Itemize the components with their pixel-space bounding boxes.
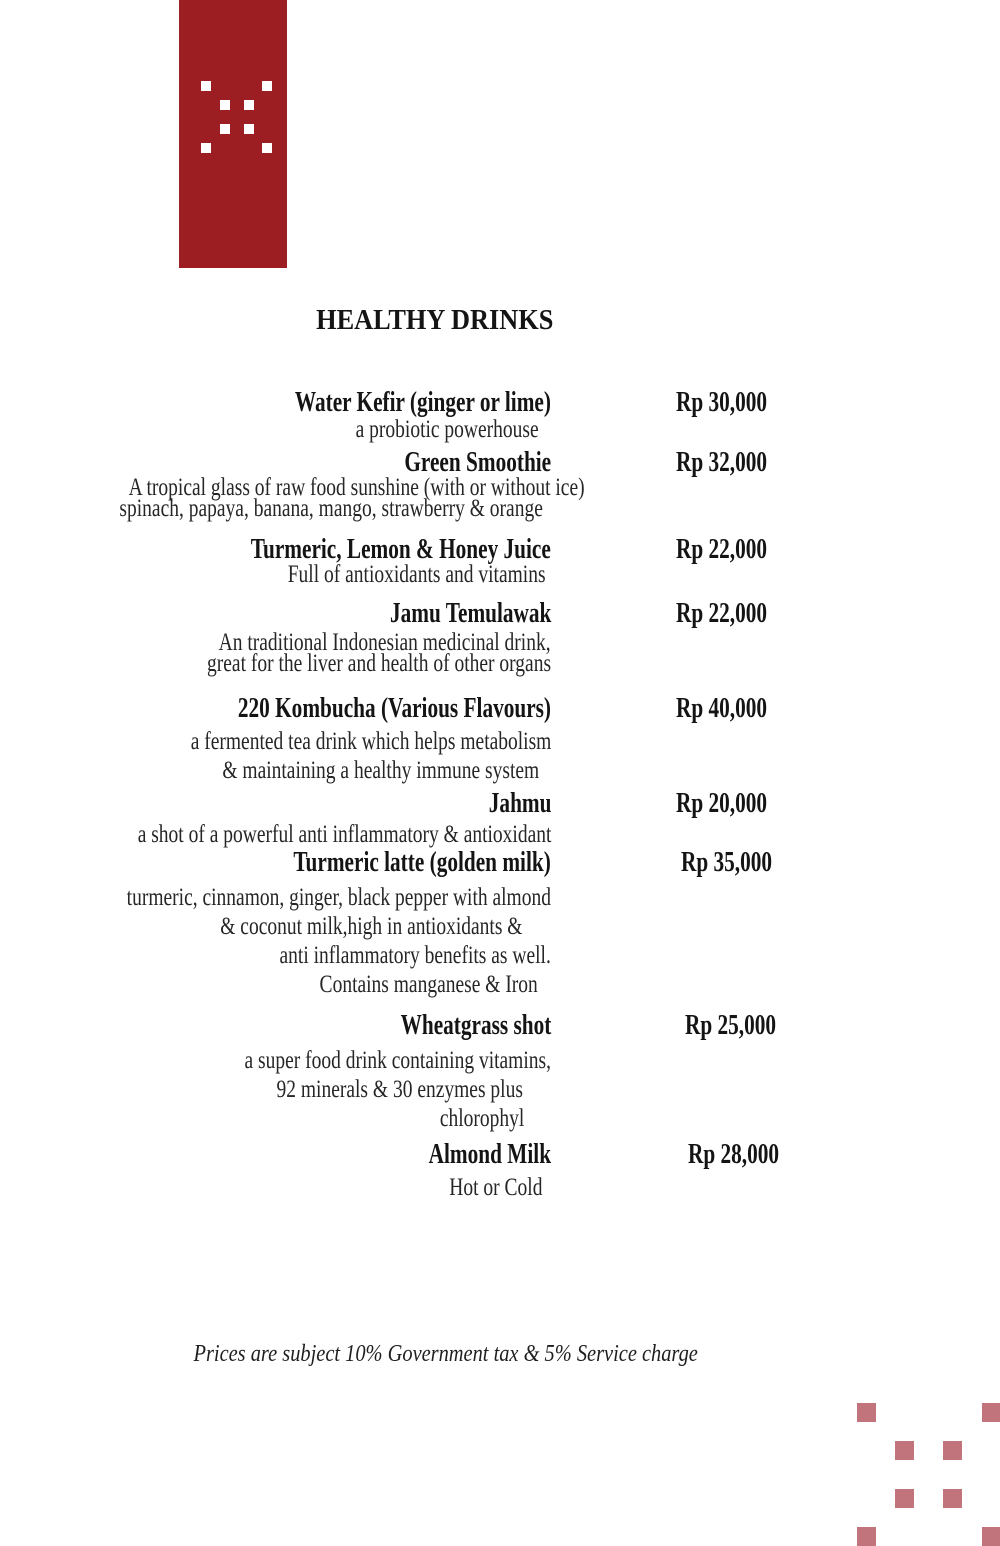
logo-pixel-icon: [262, 143, 272, 153]
accent-pixel-icon: [857, 1403, 876, 1422]
item-price-text: Rp 30,000: [676, 387, 768, 418]
item-description-line: [0, 1174, 551, 1201]
item-description: [0, 727, 551, 785]
logo-pixel-icon: [244, 124, 254, 134]
item-name: [0, 790, 551, 818]
item-name-text: Turmeric, Lemon & Honey Juice: [250, 534, 551, 565]
item-description-text: a super food drink containing vitamins,: [244, 1047, 551, 1074]
item-description-text: spinach, papaya, banana, mango, strawberry & orange: [119, 495, 543, 522]
item-text-block: [0, 1012, 551, 1133]
item-description-text: A tropical glass of raw food sunshine (with or without ice): [128, 474, 585, 501]
footer-note: [0, 1340, 892, 1368]
item-name-text: Jamu Temulawak: [389, 598, 551, 629]
item-text-block: [0, 447, 585, 522]
accent-pixel-icon: [895, 1489, 914, 1508]
item-description-line: [0, 756, 551, 785]
item-name: [0, 849, 551, 877]
section-title: [0, 306, 553, 336]
item-price-text: Rp 35,000: [681, 847, 773, 878]
item-description-line: [0, 883, 551, 912]
item-price: [681, 849, 801, 877]
logo-pixel-icon: [262, 81, 272, 91]
accent-pixel-icon: [857, 1527, 876, 1546]
item-description-line: [0, 1104, 551, 1133]
logo-pixel-icon: [220, 124, 230, 134]
item-description-line: [0, 650, 551, 677]
item-price: [676, 790, 796, 818]
item-price-text: Rp 28,000: [688, 1139, 780, 1170]
item-description-line: [0, 941, 551, 970]
accent-pixel-icon: [982, 1403, 1000, 1422]
item-price: [676, 600, 796, 628]
item-description-text: 92 minerals & 30 enzymes plus: [276, 1076, 523, 1103]
item-price-text: Rp 40,000: [676, 693, 768, 724]
item-description-text: turmeric, cinnamon, ginger, black pepper with almond: [126, 884, 551, 911]
item-price-text: Rp 32,000: [676, 447, 768, 478]
item-price: [676, 536, 796, 564]
item-description-text: Hot or Cold: [448, 1174, 542, 1201]
item-description-text: chlorophyl: [439, 1105, 524, 1132]
accent-pixel-icon: [943, 1489, 962, 1508]
item-description: [0, 629, 551, 677]
item-price: [676, 695, 796, 723]
item-name: [0, 1141, 551, 1169]
item-text-block: [0, 695, 551, 785]
item-description-text: Full of antioxidants and vitamins: [288, 561, 546, 588]
item-description-text: & coconut milk,high in antioxidants &: [219, 913, 522, 940]
item-name: [0, 536, 551, 564]
item-description-line: [0, 561, 551, 588]
item-text-block: [0, 387, 551, 443]
item-description-text: a probiotic powerhouse: [355, 416, 539, 443]
item-description: [0, 474, 585, 522]
item-name: [0, 1012, 551, 1040]
item-description-line: [0, 821, 551, 848]
item-price-text: Rp 25,000: [685, 1010, 777, 1041]
item-description-text: An traditional Indonesian medicinal drink,: [219, 629, 551, 656]
logo-pixel-icon: [201, 81, 211, 91]
item-price: [685, 1012, 805, 1040]
item-name-text: Almond Milk: [428, 1139, 551, 1170]
item-description-line: [0, 1075, 551, 1104]
item-description: [0, 821, 551, 848]
item-name-text: Wheatgrass shot: [400, 1010, 551, 1041]
item-price-text: Rp 20,000: [676, 788, 768, 819]
item-name-text: Jahmu: [488, 788, 551, 819]
accent-pixel-icon: [982, 1527, 1000, 1546]
item-price: [676, 449, 796, 477]
item-description: [0, 416, 551, 443]
item-description-text: a shot of a powerful anti inflammatory & antioxidant: [137, 821, 551, 848]
item-name-text: Green Smoothie: [404, 447, 551, 478]
item-price-text: Rp 22,000: [676, 598, 768, 629]
item-text-block: [0, 598, 551, 677]
accent-pixel-icon: [943, 1441, 962, 1460]
accent-pixel-icon: [895, 1441, 914, 1460]
item-description-text: great for the liver and health of other organs: [206, 650, 551, 677]
item-description-text: Contains manganese & Iron: [319, 971, 538, 998]
item-text-block: [0, 1139, 551, 1201]
item-description-text: anti inflammatory benefits as well.: [279, 942, 551, 969]
item-name: [0, 449, 551, 477]
section-title-text: HEALTHY DRINKS: [315, 305, 553, 336]
item-description-text: & maintaining a healthy immune system: [222, 757, 539, 784]
item-price-text: Rp 22,000: [676, 534, 768, 565]
item-name: [0, 600, 551, 628]
logo-pixel-icon: [220, 100, 230, 110]
item-text-block: [0, 849, 551, 999]
item-description: [0, 1046, 551, 1133]
item-price: [688, 1141, 808, 1169]
item-description-line: [0, 1046, 551, 1075]
item-name-text: Water Kefir (ginger or lime): [294, 387, 551, 418]
item-description-line: [0, 727, 551, 756]
brand-logo: [179, 0, 287, 268]
logo-pixel-icon: [201, 143, 211, 153]
item-description-line: [0, 495, 551, 522]
item-name-text: Turmeric latte (golden milk): [293, 847, 551, 878]
item-description: [0, 883, 551, 999]
item-price: [676, 389, 796, 417]
item-name: [0, 389, 551, 417]
item-text-block: [0, 534, 551, 588]
item-description-line: [0, 970, 551, 999]
item-description: [0, 561, 551, 588]
footer-note-text: Prices are subject 10% Government tax & 5% Service charge: [193, 1341, 699, 1367]
item-text-block: [0, 788, 551, 848]
item-name-text: 220 Kombucha (Various Flavours): [237, 693, 551, 724]
item-name: [0, 695, 551, 723]
item-description: [0, 1174, 551, 1201]
item-description-text: a fermented tea drink which helps metabolism: [190, 728, 551, 755]
logo-pixel-icon: [244, 100, 254, 110]
item-description-line: [0, 416, 551, 443]
item-description-line: [0, 912, 551, 941]
